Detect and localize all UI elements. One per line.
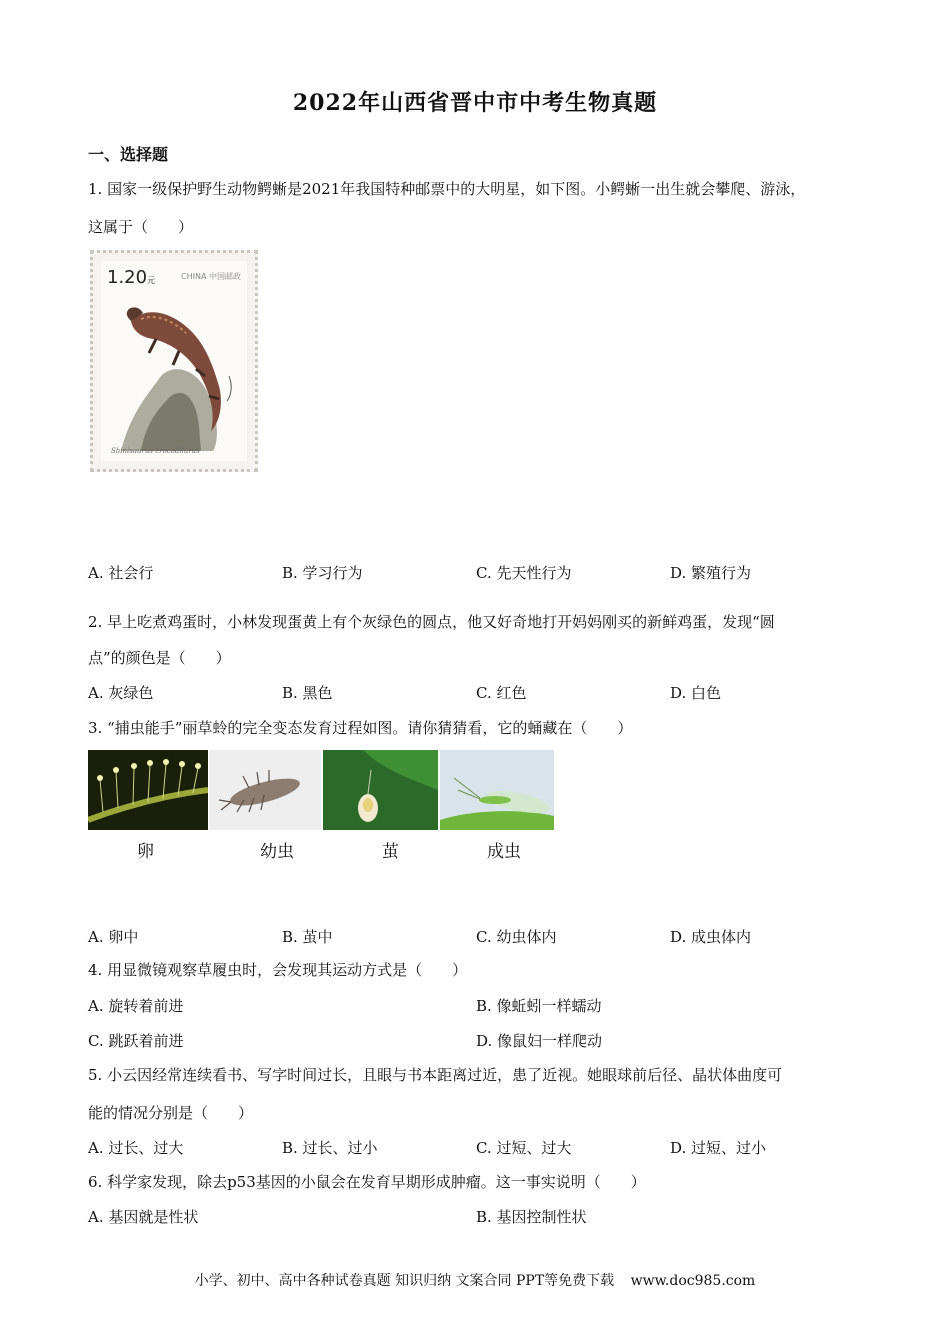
- question-1-text: 1. 国家一级保护野生动物鳄蜥是2021年我国特种邮票中的大明星，如下图。小鳄蜥一出生就会攀爬、游泳，: [88, 180, 806, 198]
- footer-url[interactable]: www.doc985.com: [630, 1273, 756, 1289]
- stamp-value: 1.20元: [107, 267, 156, 288]
- lacewing-adult-photo: [440, 750, 554, 830]
- q1-option-b: B. 学习行为: [282, 564, 363, 582]
- page-title: 2022年山西省晋中市中考生物真题: [292, 90, 658, 116]
- label-adult: 成虫: [487, 842, 521, 862]
- question-6-text: 6. 科学家发现，除去p53基因的小鼠会在发育早期形成肿瘤。这一事实说明（ ）: [88, 1173, 646, 1191]
- label-larva: 幼虫: [260, 842, 294, 862]
- q4-option-d: D. 像鼠妇一样爬动: [476, 1032, 603, 1050]
- q3-option-d: D. 成虫体内: [670, 928, 752, 946]
- q5-option-d: D. 过短、过小: [670, 1139, 767, 1157]
- q5-option-b: B. 过长、过小: [282, 1139, 378, 1157]
- crocodile-lizard-stamp-image: [90, 250, 258, 472]
- q6-option-a: A. 基因就是性状: [88, 1208, 199, 1226]
- question-5-text: 5. 小云因经常连续看书、写字时间过长，且眼与书本距离过近，患了近视。她眼球前后径、晶状体曲度可: [88, 1066, 783, 1084]
- q2-option-a: A. 灰绿色: [88, 684, 154, 702]
- lacewing-larva-photo: [209, 750, 321, 830]
- section-heading: 一、选择题: [88, 145, 169, 164]
- label-egg: 卵: [137, 842, 154, 862]
- question-3-text: 3. “捕虫能手”丽草蛉的完全变态发育过程如图。请你猜猜看，它的蛹藏在（ ）: [88, 719, 633, 737]
- question-5-text-cont: 能的情况分别是（ ）: [88, 1104, 254, 1122]
- q4-option-a: A. 旋转着前进: [88, 997, 184, 1015]
- q2-option-b: B. 黑色: [282, 684, 333, 702]
- q4-option-b: B. 像蚯蚓一样蠕动: [476, 997, 602, 1015]
- q6-option-b: B. 基因控制性状: [476, 1208, 587, 1226]
- q5-option-c: C. 过短、过大: [476, 1139, 572, 1157]
- page-footer: [0, 1270, 950, 1290]
- stamp-country: CHINA 中国邮政: [181, 272, 241, 281]
- q2-option-c: C. 红色: [476, 684, 527, 702]
- question-1-text-cont: 这属于（ ）: [88, 218, 194, 236]
- q1-option-c: C. 先天性行为: [476, 564, 572, 582]
- footer-text: 小学、初中、高中各种试卷真题 知识归纳 文案合同 PPT等免费下载: [194, 1273, 615, 1289]
- q1-option-d: D. 繁殖行为: [670, 564, 752, 582]
- q4-option-c: C. 跳跃着前进: [88, 1032, 184, 1050]
- q2-option-d: D. 白色: [670, 684, 722, 702]
- q3-option-b: B. 茧中: [282, 928, 333, 946]
- label-cocoon: 茧: [382, 842, 399, 862]
- q3-option-a: A. 卵中: [88, 928, 139, 946]
- lacewing-egg-photo: [88, 750, 208, 830]
- question-4-text: 4. 用显微镜观察草履虫时，会发现其运动方式是（ ）: [88, 961, 468, 979]
- question-2-text-cont: 点”的颜色是（ ）: [88, 649, 231, 667]
- stamp-latin-name: Shinisaurus crocodilurus: [111, 447, 200, 455]
- q1-option-a: A. 社会行: [88, 564, 154, 582]
- q5-option-a: A. 过长、过大: [88, 1139, 184, 1157]
- q3-option-c: C. 幼虫体内: [476, 928, 557, 946]
- lizard-illustration: [101, 281, 247, 451]
- question-2-text: 2. 早上吃煮鸡蛋时，小林发现蛋黄上有个灰绿色的圆点，他又好奇地打开妈妈刚买的新鲜鸡蛋，发现“圆: [88, 613, 775, 631]
- lacewing-cocoon-photo: [323, 750, 438, 830]
